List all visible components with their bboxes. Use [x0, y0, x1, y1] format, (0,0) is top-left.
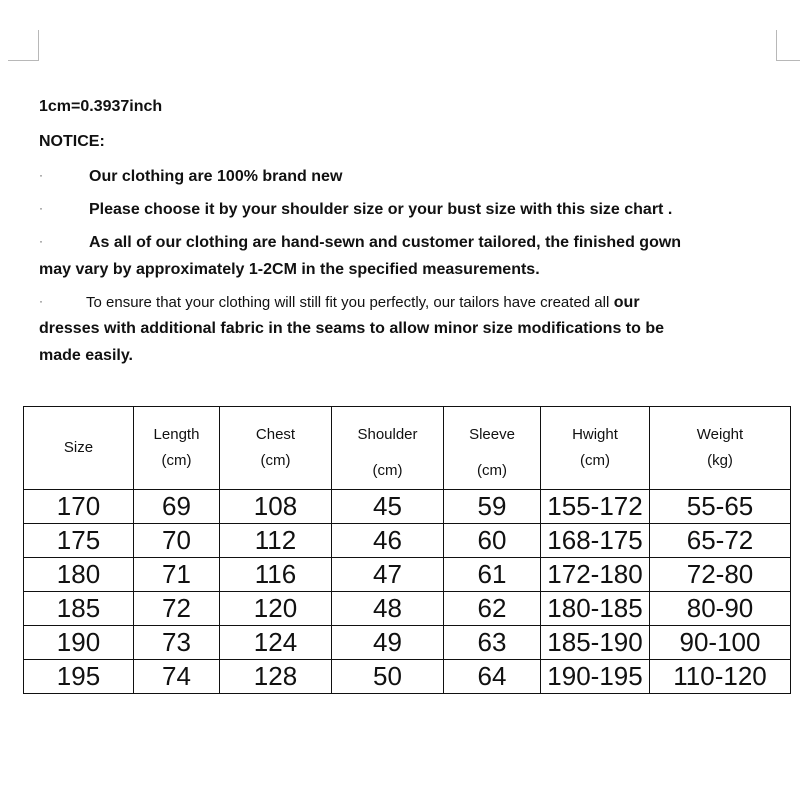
- cell-length: 74: [134, 660, 220, 694]
- cell-sleeve: 61: [444, 558, 541, 592]
- cell-height: 190-195: [541, 660, 650, 694]
- crop-mark-left-vertical: [38, 30, 39, 60]
- crop-mark-right-vertical: [776, 30, 777, 60]
- cell-weight: 72-80: [650, 558, 791, 592]
- cell-sleeve: 63: [444, 626, 541, 660]
- table-header-row: [24, 407, 791, 490]
- cell-length: 71: [134, 558, 220, 592]
- header-weight: Weight (kg): [650, 407, 791, 490]
- cell-length: 73: [134, 626, 220, 660]
- notice-text: As all of our clothing are hand-sewn and customer tailored, the finished gown: [89, 234, 682, 251]
- cell-chest: 112: [220, 524, 332, 558]
- cell-length: 70: [134, 524, 220, 558]
- cell-sleeve: 60: [444, 524, 541, 558]
- cell-size: 175: [24, 524, 134, 558]
- table-row: [24, 524, 791, 558]
- cell-shoulder: 49: [332, 626, 444, 660]
- cell-weight: 110-120: [650, 660, 791, 694]
- header-size: Size: [24, 407, 134, 490]
- notice-text-bold: our: [613, 294, 640, 311]
- cell-length: 72: [134, 592, 220, 626]
- cell-chest: 116: [220, 558, 332, 592]
- cell-chest: 108: [220, 490, 332, 524]
- cell-shoulder: 48: [332, 592, 444, 626]
- cell-size: 190: [24, 626, 134, 660]
- cell-weight: 65-72: [650, 524, 791, 558]
- cell-sleeve: 59: [444, 490, 541, 524]
- size-chart-table: [23, 406, 791, 694]
- header-length: Length (cm): [134, 407, 220, 490]
- cell-chest: 120: [220, 592, 332, 626]
- crop-mark-right-horizontal: [776, 60, 800, 61]
- unit-conversion: 1cm=0.3937inch: [39, 98, 163, 115]
- cell-shoulder: 50: [332, 660, 444, 694]
- cell-shoulder: 47: [332, 558, 444, 592]
- cell-shoulder: 46: [332, 524, 444, 558]
- cell-shoulder: 45: [332, 490, 444, 524]
- cell-sleeve: 62: [444, 592, 541, 626]
- table-row: [24, 490, 791, 524]
- cell-height: 185-190: [541, 626, 650, 660]
- cell-size: 195: [24, 660, 134, 694]
- cell-height: 180-185: [541, 592, 650, 626]
- table-row: [24, 558, 791, 592]
- cell-chest: 124: [220, 626, 332, 660]
- cell-chest: 128: [220, 660, 332, 694]
- notice-text-continued: dresses with additional fabric in the seams to allow minor size modifications to be: [39, 320, 665, 337]
- cell-length: 69: [134, 490, 220, 524]
- cell-height: 168-175: [541, 524, 650, 558]
- cell-weight: 80-90: [650, 592, 791, 626]
- header-chest: Chest (cm): [220, 407, 332, 490]
- notice-text-regular: To ensure that your clothing will still fit you perfectly, our tailors have created all: [86, 294, 610, 311]
- notice-text: [86, 294, 640, 312]
- notice-text: Please choose it by your shoulder size or your bust size with this size chart .: [89, 201, 673, 218]
- table-row: [24, 592, 791, 626]
- notice-text-continued: made easily.: [39, 347, 133, 364]
- cell-sleeve: 64: [444, 660, 541, 694]
- cell-weight: 90-100: [650, 626, 791, 660]
- notice-label: NOTICE:: [39, 133, 105, 150]
- header-sleeve: Sleeve (cm): [444, 407, 541, 490]
- cell-size: 170: [24, 490, 134, 524]
- crop-mark-left-horizontal: [8, 60, 39, 61]
- bullet-icon: ·: [39, 234, 43, 248]
- header-height: Hwight (cm): [541, 407, 650, 490]
- table-row: [24, 660, 791, 694]
- table-row: [24, 626, 791, 660]
- header-shoulder: Shoulder (cm): [332, 407, 444, 490]
- cell-height: 155-172: [541, 490, 650, 524]
- bullet-icon: ·: [39, 168, 43, 182]
- cell-size: 185: [24, 592, 134, 626]
- bullet-icon: ·: [39, 294, 43, 308]
- bullet-icon: ·: [39, 201, 43, 215]
- cell-size: 180: [24, 558, 134, 592]
- notice-text-continued: may vary by approximately 1-2CM in the specified measurements.: [39, 261, 540, 278]
- cell-height: 172-180: [541, 558, 650, 592]
- cell-weight: 55-65: [650, 490, 791, 524]
- notice-text: Our clothing are 100% brand new: [89, 168, 343, 185]
